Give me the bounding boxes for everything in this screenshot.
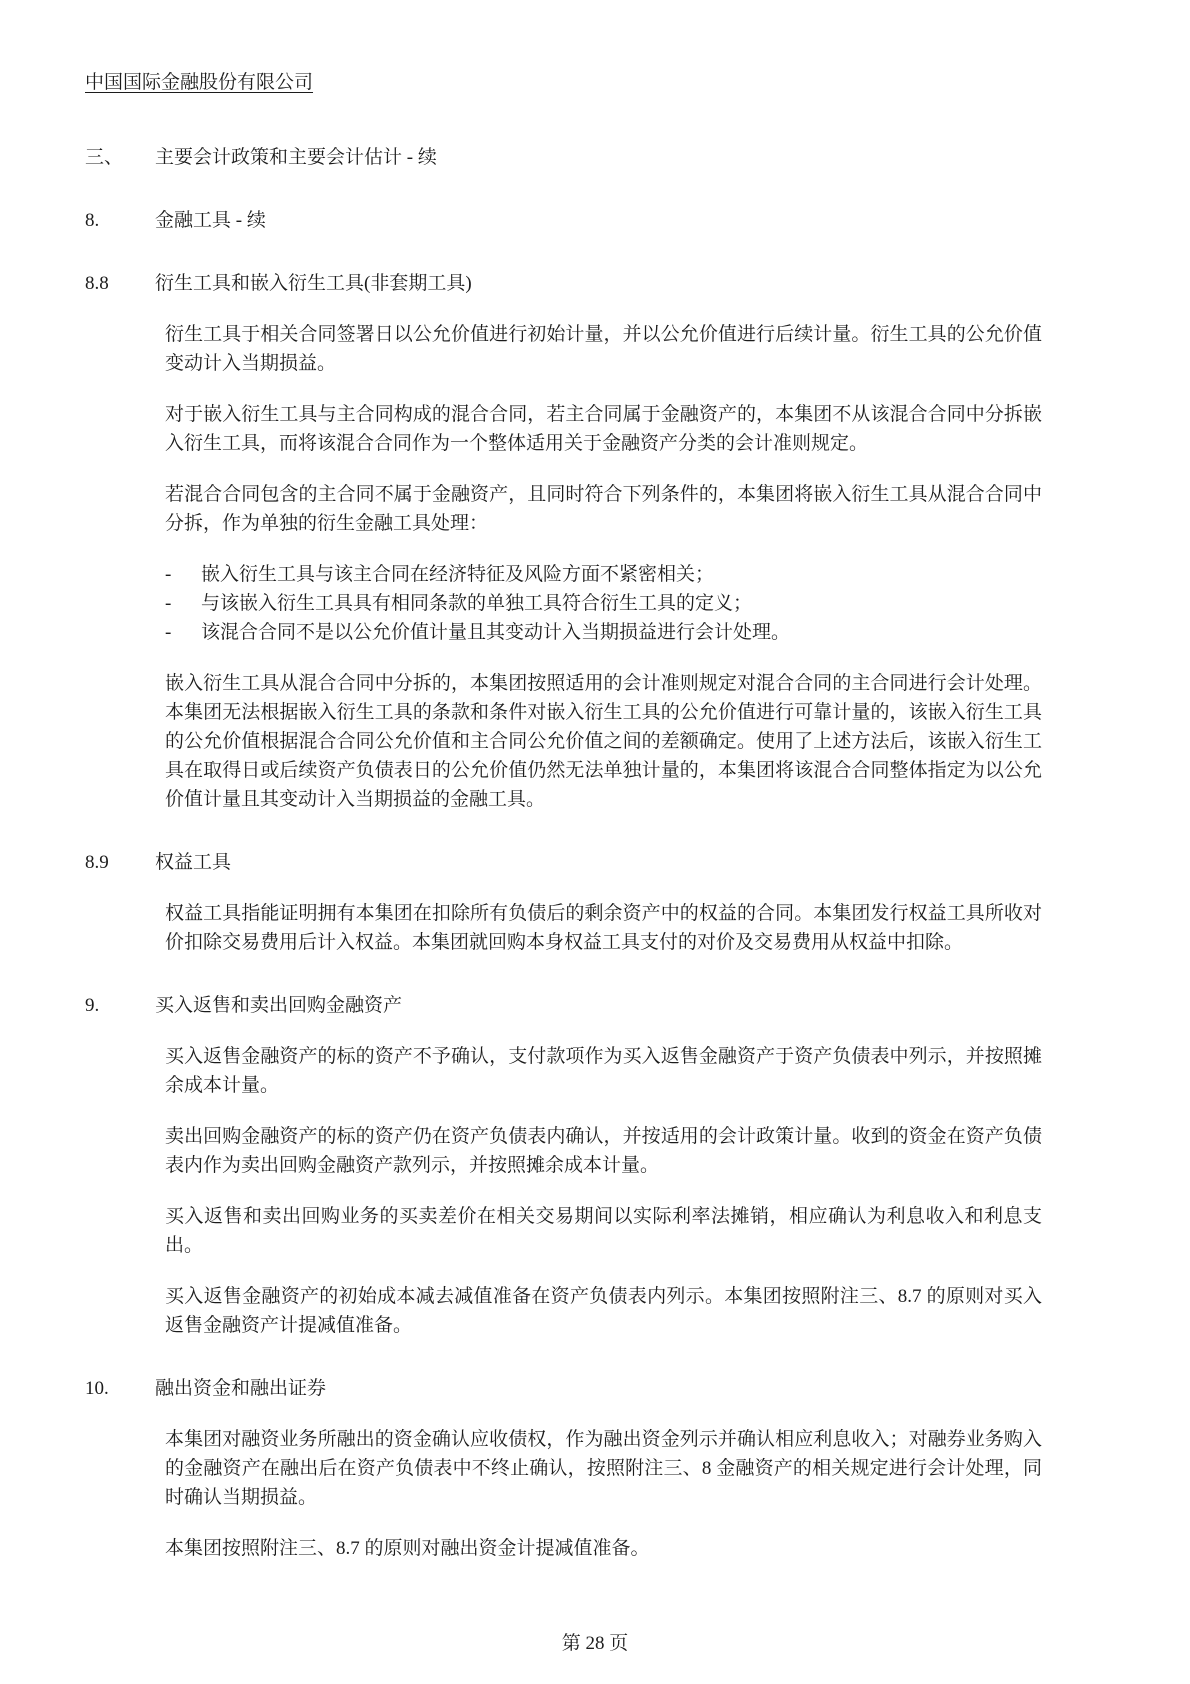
section-number: 8.9: [85, 852, 109, 873]
section-title: 权益工具: [155, 852, 232, 873]
section-title: 衍生工具和嵌入衍生工具(非套期工具): [155, 273, 472, 294]
paragraph: 嵌入衍生工具从混合合同中分拆的，本集团按照适用的会计准则规定对混合合同的主合同进行会计处理。本集团无法根据嵌入衍生工具的条款和条件对嵌入衍生工具的公允价值进行可靠计量的，该嵌入衍生工具的公允价值根据混合合同公允价值和主合同公允价值之间的差额确定。使用了上述方法后，该嵌入衍生工具在取得日或后续资产负债表日的公允价值仍然无法单独计量的，本集团将该混合合同整体指定为以公允价值计量且其变动计入当期损益的金融工具。: [165, 673, 1042, 810]
section-number: 10.: [85, 1378, 109, 1399]
company-header: 中国国际金融股份有限公司: [85, 72, 314, 93]
section-heading-8-9: [85, 848, 1042, 877]
paragraph: 买入返售金融资产的初始成本减去减值准备在资产负债表内列示。本集团按照附注三、8.7 的原则对买入返售金融资产计提减值准备。: [165, 1286, 1042, 1336]
section-heading-8-8: [85, 269, 1042, 298]
section-heading-major: [85, 143, 1042, 172]
bullet-text: 该混合合同不是以公允价值计量且其变动计入当期损益进行会计处理。: [201, 622, 791, 643]
bullet-dash: -: [165, 622, 172, 643]
section-title: 金融工具 - 续: [155, 210, 266, 231]
section-number: 8.8: [85, 273, 109, 294]
bullet-dash: -: [165, 593, 172, 614]
bullet-item: [165, 589, 1042, 618]
paragraph: 对于嵌入衍生工具与主合同构成的混合合同，若主合同属于金融资产的，本集团不从该混合合同中分拆嵌入衍生工具，而将该混合合同作为一个整体适用关于金融资产分类的会计准则规定。: [165, 404, 1042, 454]
section-title: 主要会计政策和主要会计估计 - 续: [155, 147, 437, 168]
bullet-list: [165, 560, 1042, 647]
bullet-text: 与该嵌入衍生工具具有相同条款的单独工具符合衍生工具的定义；: [201, 593, 753, 614]
page-number: 第 28 页: [561, 1633, 629, 1654]
bullet-text: 嵌入衍生工具与该主合同在经济特征及风险方面不紧密相关；: [201, 564, 715, 585]
section-heading-9: [85, 991, 1042, 1020]
section-title: 融出资金和融出证券: [155, 1378, 327, 1399]
paragraph: 买入返售和卖出回购业务的买卖差价在相关交易期间以实际利率法摊销，相应确认为利息收入和利息支出。: [165, 1206, 1042, 1256]
bullet-item: [165, 618, 1042, 647]
section-heading-8: [85, 206, 1042, 235]
paragraph: 权益工具指能证明拥有本集团在扣除所有负债后的剩余资产中的权益的合同。本集团发行权益工具所收对价扣除交易费用后计入权益。本集团就回购本身权益工具支付的对价及交易费用从权益中扣除。: [165, 903, 1042, 953]
section-heading-10: [85, 1374, 1042, 1403]
paragraph: 本集团对融资业务所融出的资金确认应收债权，作为融出资金列示并确认相应利息收入；对融券业务购入的金融资产在融出后在资产负债表中不终止确认，按照附注三、8 金融资产的相关规定进行会计处理，同时确认当期损益。: [165, 1429, 1042, 1508]
bullet-dash: -: [165, 564, 172, 585]
paragraph: 买入返售金融资产的标的资产不予确认，支付款项作为买入返售金融资产于资产负债表中列示，并按照摊余成本计量。: [165, 1046, 1042, 1096]
paragraph: 卖出回购金融资产的标的资产仍在资产负债表内确认，并按适用的会计政策计量。收到的资金在资产负债表内作为卖出回购金融资产款列示，并按照摊余成本计量。: [165, 1126, 1042, 1176]
section-number: 三、: [85, 147, 124, 168]
section-number: 8.: [85, 210, 100, 231]
paragraph: 若混合合同包含的主合同不属于金融资产，且同时符合下列条件的，本集团将嵌入衍生工具从混合合同中分拆，作为单独的衍生金融工具处理：: [165, 484, 1042, 534]
bullet-item: [165, 560, 1042, 589]
section-title: 买入返售和卖出回购金融资产: [155, 995, 403, 1016]
section-number: 9.: [85, 995, 100, 1016]
paragraph: 衍生工具于相关合同签署日以公允价值进行初始计量，并以公允价值进行后续计量。衍生工具的公允价值变动计入当期损益。: [165, 324, 1042, 374]
paragraph: 本集团按照附注三、8.7 的原则对融出资金计提减值准备。: [165, 1538, 650, 1559]
